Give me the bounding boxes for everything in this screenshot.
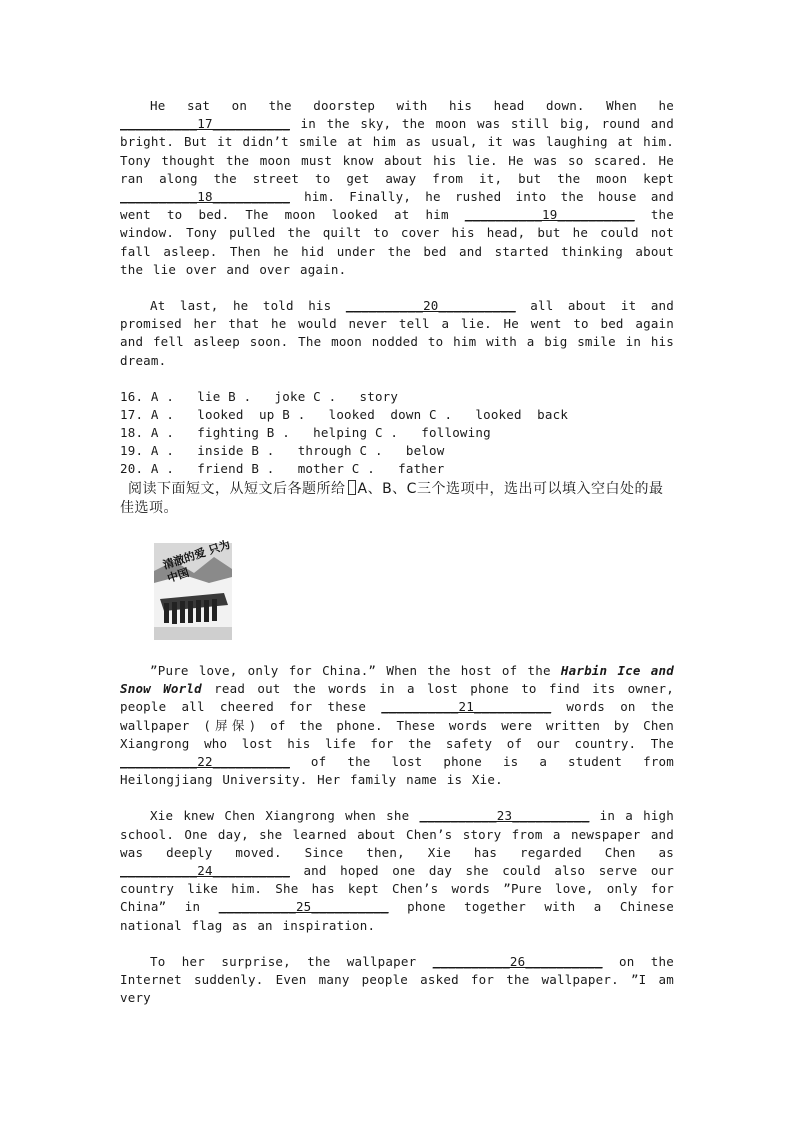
blank-25[interactable]: __________25__________ (218, 899, 389, 915)
blank-24[interactable]: __________24__________ (120, 863, 290, 879)
blank-26[interactable]: __________26__________ (432, 953, 603, 969)
option-row: 18. A . fighting B . helping C . following (120, 424, 491, 440)
blank-20[interactable]: __________20__________ (345, 298, 516, 314)
passage2-paragraph3: To her surprise, the wallpaper __________26__________ on the Internet suddenly. Even many people asked for the wallpaper. ”I am very (120, 953, 674, 1006)
option-row: 20. A . friend B . mother C . father (120, 460, 445, 476)
options-list (120, 388, 674, 478)
instruction: 阅读下面短文，从短文后各题所给 A、B、C三个选项中，选出可以填入空白处的最佳选项。 (120, 480, 664, 516)
missing-glyph-icon (348, 480, 356, 495)
blank-21[interactable]: __________21__________ (381, 699, 552, 715)
document-page (120, 97, 674, 518)
blank-19[interactable]: __________19__________ (464, 207, 635, 223)
option-row: 19. A . inside B . through C . below (120, 442, 445, 458)
passage2 (120, 662, 674, 1007)
option-row: 17. A . looked up B . looked down C . looked back (120, 406, 569, 422)
blank-22[interactable]: __________22__________ (120, 754, 290, 770)
option-row: 16. A . lie B . joke C . story (120, 388, 399, 404)
passage2-paragraph2: Xie knew Chen Xiangrong when she __________23__________ in a high school. One day, she learned about Chen’s story from a newspaper and was deeply moved. Since then, Xie has regarded Chen as __________24__________ and hoped one day she could also serve our country like him. She has kept Chen’s words ”Pure love, only for China” in __________25__________ phone together with a Chinese national flag as an inspiration. (120, 808, 674, 933)
wallpaper-caption: 清澈的爱 只为中国 (161, 537, 232, 586)
blank-23[interactable]: __________23__________ (419, 808, 590, 824)
passage2-paragraph1: ”Pure love, only for China.” When the host of the Harbin Ice and Snow World read out the words in a lost phone to find its owner, people all cheered for these __________21__________ words on the wallpaper (屏保) of the phone. These words were written by Chen Xiangrong who lost his life for the safety of our country. The __________22__________ of the lost phone is a student from Heilongjiang University. Her family name is Xie. (120, 663, 674, 788)
passage1-paragraph1: He sat on the doorstep with his head down. When he __________17__________ in the sky, the moon was still big, round and bright. But it didn’t smile at him as usual, it was laughing at him. Tony thought the moon must know about his lie. He was so scared. He ran along the street to get away from it, but the moon kept __________18__________ him. Finally, he rushed into the house and went to bed. The moon looked at him __________19__________ the window. Tony pulled the quilt to cover his head, but he could not fall asleep. Then he hid under the bed and started thinking about the lie over and over again. (120, 98, 675, 277)
passage1-paragraph2: At last, he told his __________20__________ all about it and promised her that he would never tell a lie. He went to bed again and fell asleep soon. The moon nodded to him with a big smile in his dream. (120, 298, 674, 368)
blank-17[interactable]: __________17__________ (120, 116, 290, 132)
venue-name: Harbin Ice and Snow World (120, 663, 674, 697)
blank-18[interactable]: __________18__________ (120, 189, 290, 205)
